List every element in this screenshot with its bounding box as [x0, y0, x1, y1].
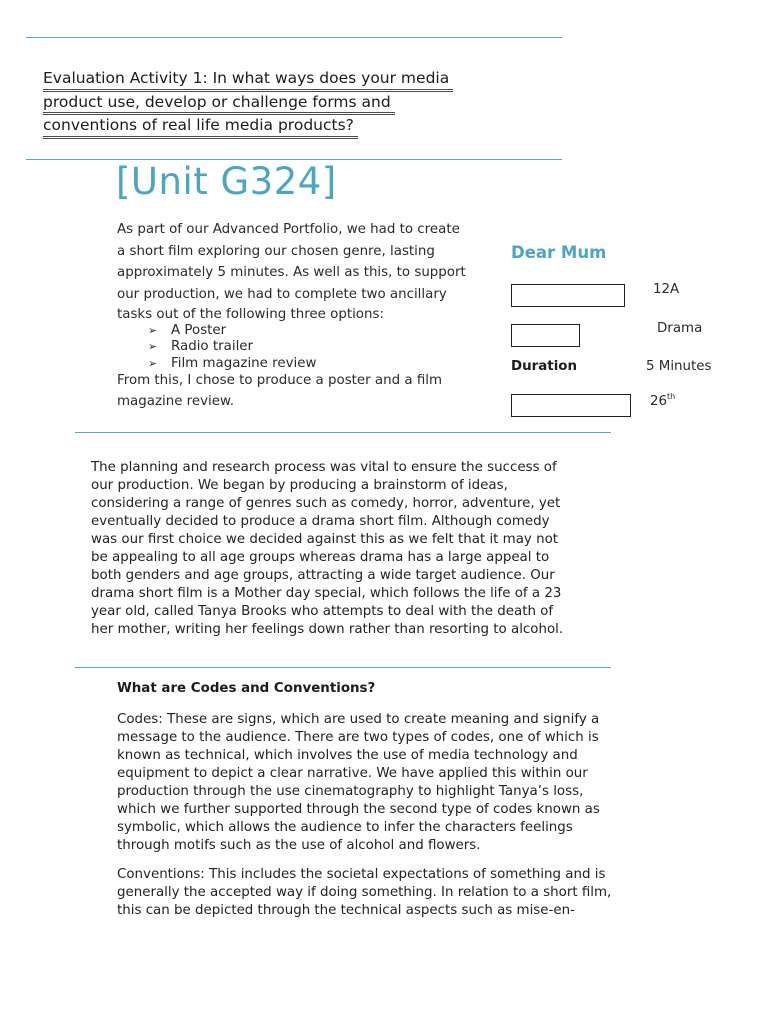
intro-line: our production, we had to complete two ancillary — [117, 287, 447, 303]
conventions-line: Conventions: This includes the societal expectations of something and is — [117, 867, 606, 882]
codes-line: message to the audience. There are two types of codes, one of which is — [117, 730, 599, 745]
unit-title: [Unit G324] — [116, 160, 337, 203]
certificate-box — [511, 284, 625, 307]
codes-heading: What are Codes and Conventions? — [117, 681, 376, 696]
certificate-value: 12A — [653, 282, 680, 297]
codes-line: equipment to depict a clear narrative. We have applied this within our — [117, 766, 588, 781]
duration-label: Duration — [511, 359, 578, 374]
option-label: A Poster — [171, 322, 227, 338]
film-title: Dear Mum — [511, 243, 607, 262]
heading-line-1: Evaluation Activity 1: In what ways does your media — [43, 68, 453, 92]
codes-line: which we further supported through the second type of codes known as — [117, 802, 600, 817]
release-box — [511, 394, 631, 417]
section-rule-2 — [75, 667, 611, 668]
planning-line: drama short film is a Mother day special, which follows the life of a 23 — [91, 586, 562, 601]
release-suffix: th — [667, 392, 676, 401]
planning-line: was our first choice we decided against this as we felt that it may not — [91, 532, 559, 547]
arrow-bullet-icon: ➢ — [148, 356, 158, 370]
codes-line: production through the use cinematography to highlight Tanya’s loss, — [117, 784, 584, 799]
top-rule — [26, 37, 562, 38]
intro-outro-line: magazine review. — [117, 394, 234, 410]
planning-line: The planning and research process was vital to ensure the success of — [91, 460, 557, 475]
planning-line: eventually decided to produce a drama short film. Although comedy — [91, 514, 550, 529]
planning-line: be appealing to all age groups whereas drama has a large appeal to — [91, 550, 550, 565]
codes-line: symbolic, which allows the audience to infer the characters feelings — [117, 820, 573, 835]
release-day: 26 — [650, 394, 668, 409]
options-list — [117, 323, 497, 373]
codes-line: known as technical, which involves the use of media technology and — [117, 748, 578, 763]
heading-line-3: conventions of real life media products? — [43, 115, 358, 139]
option-label: Film magazine review — [171, 355, 317, 371]
duration-value: 5 Minutes — [646, 359, 712, 374]
planning-line: her mother, writing her feelings down rather than resorting to alcohol. — [91, 622, 564, 637]
heading-line-2: product use, develop or challenge forms and — [43, 92, 395, 116]
intro-line: As part of our Advanced Portfolio, we had to create — [117, 222, 460, 237]
planning-line: our production. We began by producing a brainstorm of ideas, — [91, 478, 508, 493]
intro-outro-line: From this, I chose to produce a poster and a film — [117, 373, 443, 389]
intro-line: approximately 5 minutes. As well as this, to support — [117, 265, 466, 281]
activity-heading — [43, 68, 563, 139]
release-value — [650, 392, 675, 409]
conventions-paragraph — [117, 866, 657, 920]
conventions-line: this can be depicted through the technical aspects such as mise-en- — [117, 903, 575, 918]
conventions-line: generally the accepted way if doing something. In relation to a short film, — [117, 885, 612, 900]
genre-value: Drama — [657, 321, 703, 336]
arrow-bullet-icon: ➢ — [148, 340, 158, 354]
genre-box — [511, 324, 580, 347]
codes-line: through motifs such as the use of alcohol and flowers. — [117, 838, 481, 853]
section-rule-1 — [75, 432, 611, 433]
list-item — [148, 323, 497, 340]
arrow-bullet-icon: ➢ — [148, 323, 158, 337]
planning-line: year old, called Tanya Brooks who attempts to deal with the death of — [91, 604, 554, 619]
list-item — [148, 356, 497, 373]
codes-paragraph — [117, 711, 657, 855]
planning-line: both genders and age groups, attracting a wide target audience. Our — [91, 568, 555, 583]
option-label: Radio trailer — [171, 339, 254, 355]
codes-line: Codes: These are signs, which are used to create meaning and signify a — [117, 712, 600, 727]
intro-line: a short film exploring our chosen genre, lasting — [117, 243, 435, 259]
planning-line: considering a range of genres such as comedy, horror, adventure, yet — [91, 496, 561, 511]
planning-paragraph — [91, 459, 601, 639]
intro-line: tasks out of the following three options: — [117, 306, 384, 322]
list-item — [148, 339, 497, 356]
intro-section — [117, 219, 497, 414]
